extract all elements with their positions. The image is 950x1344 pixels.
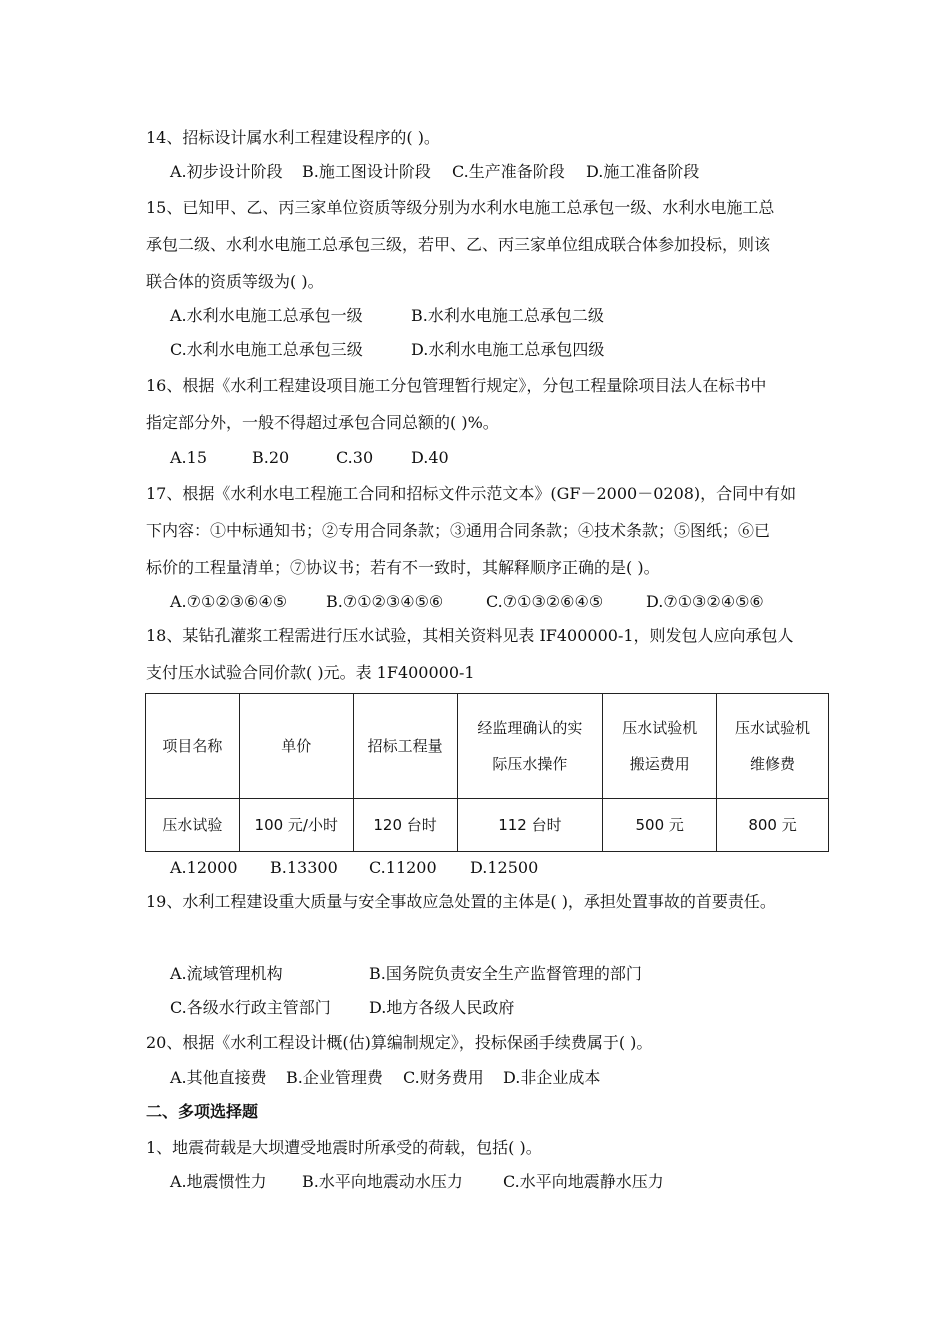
q19-option-d: D.地方各级人民政府 bbox=[369, 998, 515, 1017]
q16-option-d: D.40 bbox=[411, 448, 449, 467]
q18-option-d: D.12500 bbox=[470, 858, 539, 877]
q14-option-d: D.施工准备阶段 bbox=[586, 162, 700, 181]
q14-option-b: B.施工图设计阶段 bbox=[302, 162, 431, 181]
question-20: 20、根据《水利工程设计概(估)算编制规定》，投标保函手续费属于( )。 bbox=[146, 1033, 653, 1052]
q14-option-a: A.初步设计阶段 bbox=[170, 162, 283, 181]
table-row bbox=[146, 799, 829, 852]
cell-transport-cost: 500 元 bbox=[603, 799, 717, 852]
section-heading: 二、多项选择题 bbox=[146, 1102, 259, 1121]
question-16-line-2: 指定部分外，一般不得超过承包合同总额的( )%。 bbox=[146, 413, 499, 432]
question-15-line-2: 承包二级、水利水电施工总承包三级，若甲、乙、丙三家单位组成联合体参加投标，则该 bbox=[146, 235, 771, 254]
mq1-option-a: A.地震惯性力 bbox=[170, 1172, 267, 1191]
question-15-line-1: 15、已知甲、乙、丙三家单位资质等级分别为水利水电施工总承包一级、水利水电施工总 bbox=[146, 198, 775, 217]
question-17-line-3: 标价的工程量清单；⑦协议书；若有不一致时，其解释顺序正确的是( )。 bbox=[146, 558, 660, 577]
pressure-test-table bbox=[145, 693, 829, 852]
q15-option-d: D.水利水电施工总承包四级 bbox=[411, 340, 605, 359]
q19-option-b: B.国务院负责安全生产监督管理的部门 bbox=[369, 964, 642, 983]
q17-option-b: B.⑦①②③④⑤⑥ bbox=[326, 592, 444, 611]
q17-option-c: C.⑦①③②⑥④⑤ bbox=[486, 592, 604, 611]
header-transport-cost: 压水试验机 搬运费用 bbox=[603, 694, 717, 799]
q20-option-a: A.其他直接费 bbox=[170, 1068, 267, 1087]
table-header-row bbox=[146, 694, 829, 799]
question-19: 19、水利工程建设重大质量与安全事故应急处置的主体是( )，承担处置事故的首要责任。 bbox=[146, 892, 776, 911]
question-15-line-3: 联合体的资质等级为( )。 bbox=[146, 272, 324, 291]
cell-unit-price: 100 元/小时 bbox=[239, 799, 353, 852]
header-repair-cost: 压水试验机 维修费 bbox=[717, 694, 829, 799]
header-unit-price: 单价 bbox=[239, 694, 353, 799]
cell-bid-quantity: 120 台时 bbox=[353, 799, 457, 852]
q16-option-a: A.15 bbox=[170, 448, 207, 467]
q20-option-c: C.财务费用 bbox=[403, 1068, 484, 1087]
question-18-line-2: 支付压水试验合同价款( )元。表 1F400000-1 bbox=[146, 663, 475, 682]
q18-option-c: C.11200 bbox=[369, 858, 437, 877]
multi-question-1: 1、地震荷载是大坝遭受地震时所承受的荷载，包括( )。 bbox=[146, 1138, 542, 1157]
mq1-option-b: B.水平向地震动水压力 bbox=[302, 1172, 463, 1191]
mq1-option-c: C.水平向地震静水压力 bbox=[503, 1172, 664, 1191]
q17-option-d: D.⑦①③②④⑤⑥ bbox=[646, 592, 764, 611]
header-bid-quantity: 招标工程量 bbox=[353, 694, 457, 799]
question-16-line-1: 16、根据《水利工程建设项目施工分包管理暂行规定》，分包工程量除项目法人在标书中 bbox=[146, 376, 767, 395]
q17-option-a: A.⑦①②③⑥④⑤ bbox=[170, 592, 288, 611]
cell-actual-operation: 112 台时 bbox=[457, 799, 603, 852]
q20-option-d: D.非企业成本 bbox=[503, 1068, 601, 1087]
question-14: 14、招标设计属水利工程建设程序的( )。 bbox=[146, 128, 440, 147]
q14-option-c: C.生产准备阶段 bbox=[452, 162, 565, 181]
q15-option-c: C.水利水电施工总承包三级 bbox=[170, 340, 363, 359]
q19-option-a: A.流域管理机构 bbox=[170, 964, 283, 983]
cell-repair-cost: 800 元 bbox=[717, 799, 829, 852]
cell-item-name: 压水试验 bbox=[146, 799, 240, 852]
q15-option-b: B.水利水电施工总承包二级 bbox=[411, 306, 604, 325]
q20-option-b: B.企业管理费 bbox=[286, 1068, 383, 1087]
question-17-line-1: 17、根据《水利水电工程施工合同和招标文件示范文本》(GF－2000－0208)，合同中有如 bbox=[146, 484, 797, 503]
question-18-line-1: 18、某钻孔灌浆工程需进行压水试验，其相关资料见表 IF400000-1，则发包人应向承包人 bbox=[146, 626, 794, 645]
q16-option-b: B.20 bbox=[252, 448, 290, 467]
q15-option-a: A.水利水电施工总承包一级 bbox=[170, 306, 363, 325]
q18-option-a: A.12000 bbox=[170, 858, 238, 877]
header-actual-operation: 经监理确认的实 际压水操作 bbox=[457, 694, 603, 799]
q18-option-b: B.13300 bbox=[270, 858, 338, 877]
question-17-line-2: 下内容：①中标通知书；②专用合同条款；③通用合同条款；④技术条款；⑤图纸；⑥已 bbox=[146, 521, 771, 540]
q19-option-c: C.各级水行政主管部门 bbox=[170, 998, 331, 1017]
q16-option-c: C.30 bbox=[336, 448, 374, 467]
header-item-name: 项目名称 bbox=[146, 694, 240, 799]
